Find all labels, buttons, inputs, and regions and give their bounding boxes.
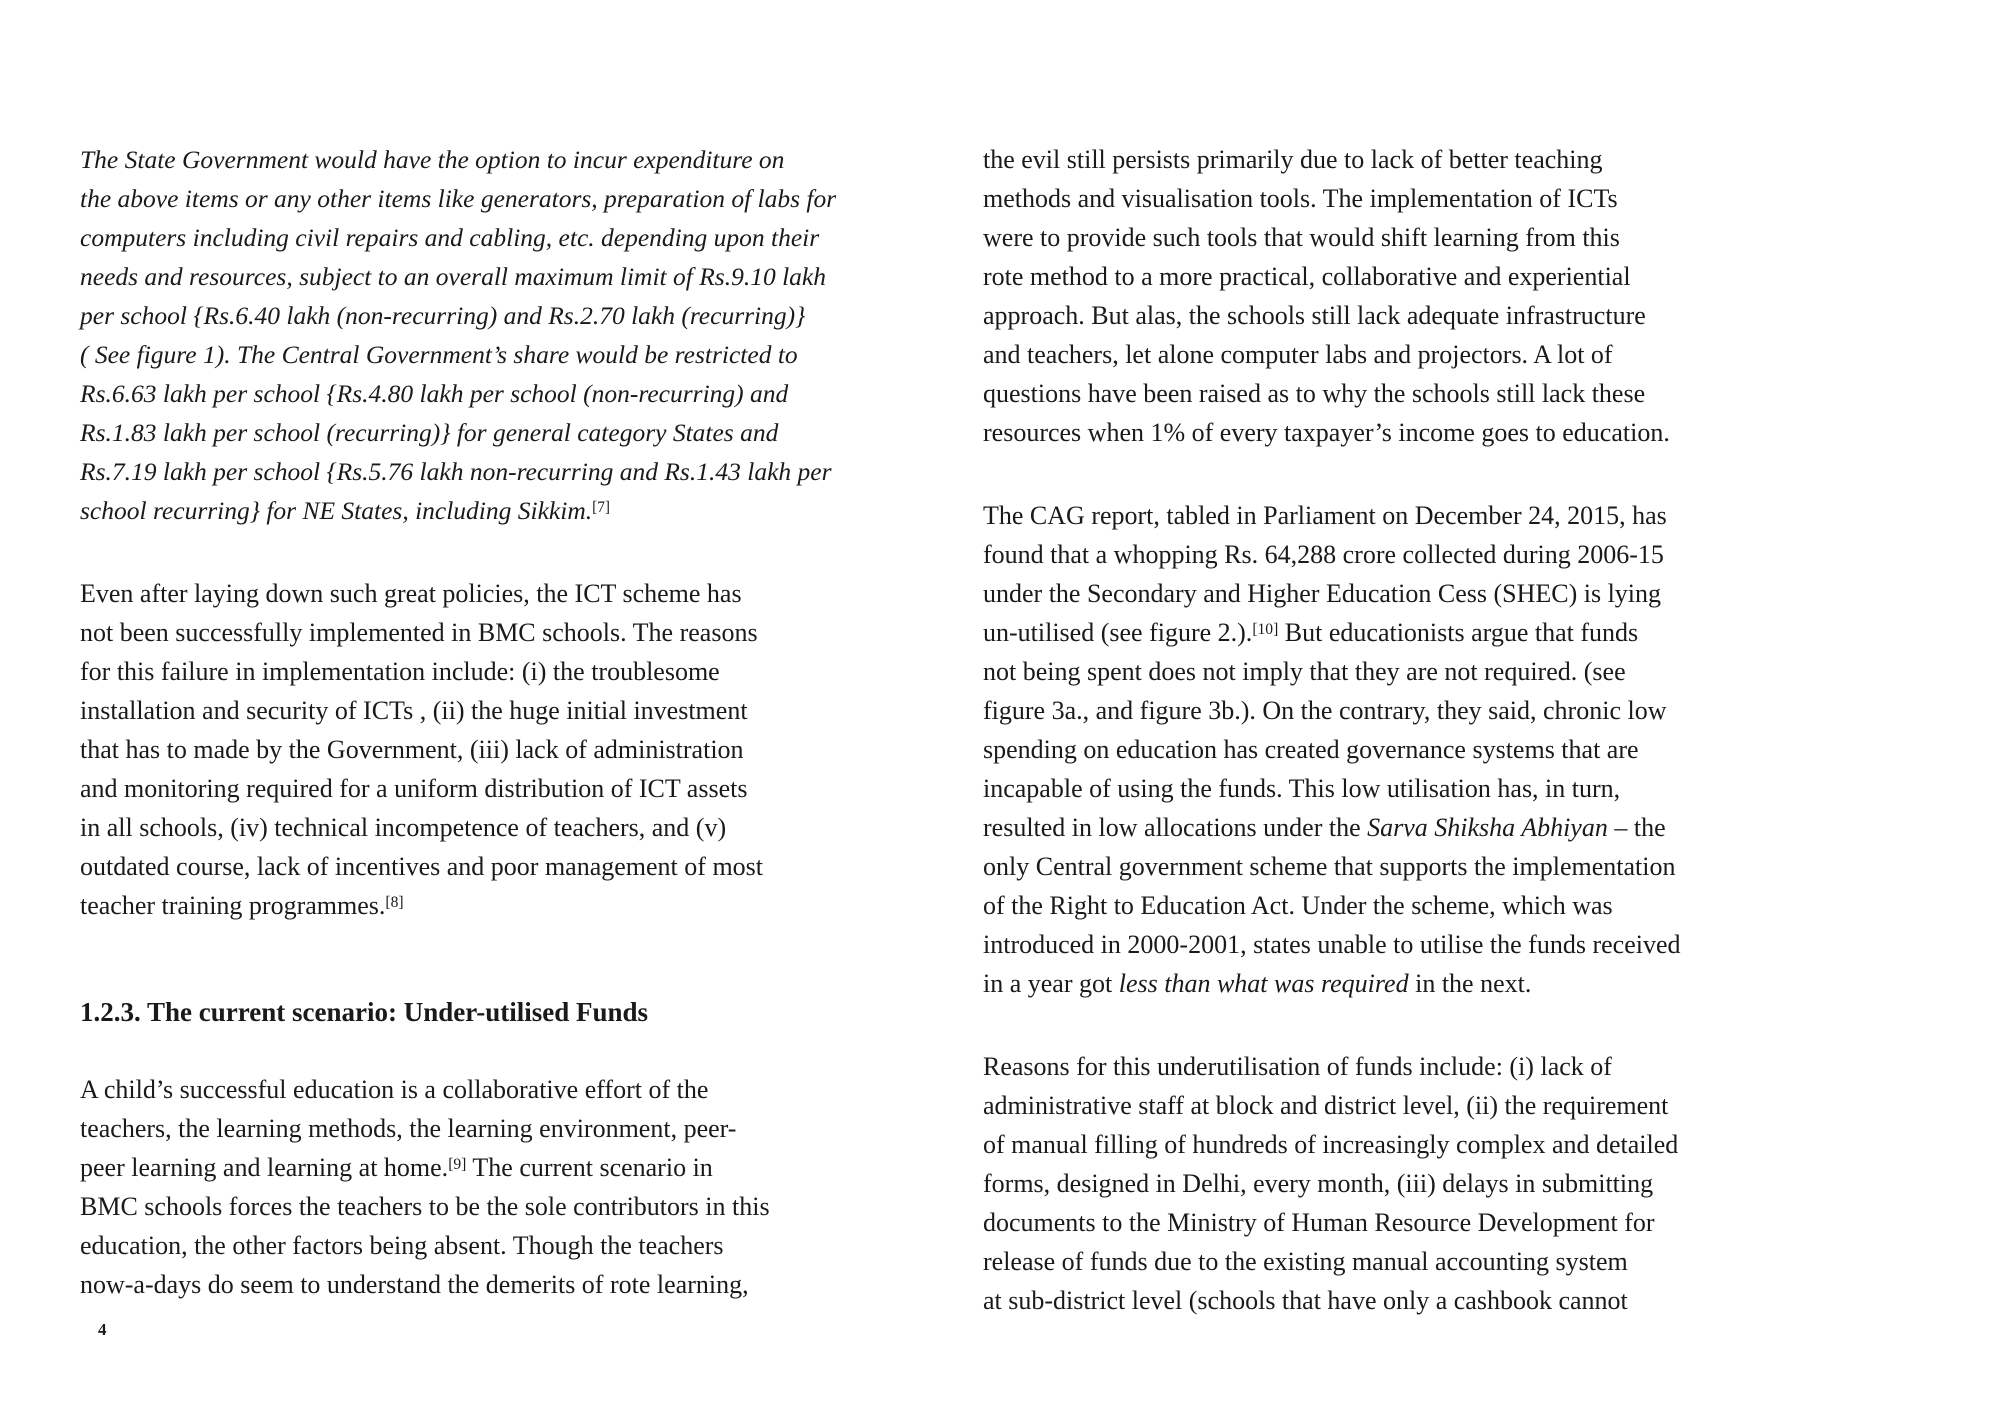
text-line [983, 652, 1863, 691]
text-segment: teacher training programmes. [80, 891, 386, 920]
text-segment: only Central government scheme that supports the implementation [983, 852, 1676, 881]
text-line [983, 535, 1863, 574]
text-segment: and monitoring required for a uniform distribution of ICT assets [80, 774, 748, 803]
text-segment: questions have been raised as to why the schools still lack these [983, 379, 1646, 408]
text-segment: Rs.7.19 lakh per school {Rs.5.76 lakh non-recurring and Rs.1.43 lakh per [80, 457, 832, 486]
text-line [983, 1242, 1863, 1281]
quote-block [80, 140, 960, 530]
text-segment: approach. But alas, the schools still lack adequate infrastructure [983, 301, 1646, 330]
text-segment: teachers, the learning methods, the learning environment, peer- [80, 1114, 737, 1143]
text-line [983, 886, 1863, 925]
text-segment: for this failure in implementation include: (i) the troublesome [80, 657, 720, 686]
text-segment: – the [1607, 813, 1666, 842]
text-line [80, 730, 960, 769]
text-segment: were to provide such tools that would shift learning from this [983, 223, 1620, 252]
text-line [80, 452, 960, 491]
left-column [80, 140, 960, 1304]
text-line [80, 1109, 960, 1148]
text-segment: now-a-days do seem to understand the demerits of rote learning, [80, 1270, 749, 1299]
text-segment: figure 3a., and figure 3b.). On the contrary, they said, chronic low [983, 696, 1667, 725]
text-line [983, 964, 1863, 1003]
text-segment: forms, designed in Delhi, every month, (iii) delays in submitting [983, 1169, 1654, 1198]
text-line [983, 613, 1863, 652]
text-segment: Rs.6.63 lakh per school {Rs.4.80 lakh per school (non-recurring) and [80, 379, 789, 408]
text-segment: release of funds due to the existing manual accounting system [983, 1247, 1628, 1276]
footnote-ref: [9] [448, 1155, 467, 1173]
footnote-ref: [8] [385, 893, 404, 911]
paragraph [983, 140, 1863, 452]
text-segment: education, the other factors being absent. Though the teachers [80, 1231, 724, 1260]
text-line [80, 296, 960, 335]
text-line [80, 257, 960, 296]
italic-text: less than what was required [1118, 969, 1409, 998]
text-line [983, 925, 1863, 964]
text-segment: in a year got [983, 969, 1119, 998]
text-line [80, 179, 960, 218]
text-segment: spending on education has created governance systems that are [983, 735, 1639, 764]
text-line [983, 218, 1863, 257]
text-line [80, 993, 960, 1032]
text-segment: peer learning and learning at home. [80, 1153, 449, 1182]
text-line [80, 1070, 960, 1109]
text-segment: un-utilised (see figure 2.). [983, 618, 1253, 647]
text-segment: Rs.1.83 lakh per school (recurring)} for general category States and [80, 418, 779, 447]
text-line [80, 218, 960, 257]
text-segment: ( See figure 1). The Central Government’s share would be restricted to [80, 340, 798, 369]
text-segment: in the next. [1408, 969, 1532, 998]
text-line [983, 374, 1863, 413]
text-line [80, 1265, 960, 1304]
text-segment: under the Secondary and Higher Education Cess (SHEC) is lying [983, 579, 1662, 608]
text-segment: 1.2.3. The current scenario: Under-utilised Funds [80, 997, 649, 1027]
text-segment: outdated course, lack of incentives and poor management of most [80, 852, 764, 881]
text-line [80, 374, 960, 413]
text-line [80, 652, 960, 691]
text-segment: and teachers, let alone computer labs and projectors. A lot of [983, 340, 1613, 369]
text-segment: methods and visualisation tools. The implementation of ICTs [983, 184, 1618, 213]
text-segment: installation and security of ICTs , (ii) the huge initial investment [80, 696, 748, 725]
text-line [80, 413, 960, 452]
text-line [983, 257, 1863, 296]
text-segment: The State Government would have the option to incur expenditure on [80, 145, 785, 174]
text-line [80, 691, 960, 730]
text-line [80, 847, 960, 886]
text-line [80, 491, 960, 530]
text-segment: resources when 1% of every taxpayer’s income goes to education. [983, 418, 1670, 447]
text-line [80, 140, 960, 179]
text-line [983, 691, 1863, 730]
paragraph [80, 1070, 960, 1304]
italic-text: Sarva Shiksha Abhiyan [1367, 813, 1608, 842]
text-line [983, 296, 1863, 335]
text-segment: Even after laying down such great policies, the ICT scheme has [80, 579, 742, 608]
text-segment: rote method to a more practical, collaborative and experiential [983, 262, 1631, 291]
text-line [983, 1164, 1863, 1203]
text-line [983, 179, 1863, 218]
text-segment: incapable of using the funds. This low utilisation has, in turn, [983, 774, 1621, 803]
text-segment: at sub-district level (schools that have only a cashbook cannot [983, 1286, 1628, 1315]
text-line [983, 1125, 1863, 1164]
text-segment: needs and resources, subject to an overall maximum limit of Rs.9.10 lakh [80, 262, 826, 291]
text-line [983, 496, 1863, 535]
text-segment: Reasons for this underutilisation of funds include: (i) lack of [983, 1052, 1612, 1081]
text-line [983, 808, 1863, 847]
text-line [983, 140, 1863, 179]
text-line [983, 730, 1863, 769]
text-line [80, 1187, 960, 1226]
text-line [983, 1047, 1863, 1086]
text-line [80, 808, 960, 847]
text-line [983, 574, 1863, 613]
right-column [983, 140, 1863, 1320]
footnote-ref: [10] [1252, 620, 1279, 638]
text-line [80, 769, 960, 808]
text-segment: The CAG report, tabled in Parliament on December 24, 2015, has [983, 501, 1667, 530]
text-segment: the above items or any other items like generators, preparation of labs for [80, 184, 837, 213]
text-line [80, 1226, 960, 1265]
text-segment: computers including civil repairs and cabling, etc. depending upon their [80, 223, 820, 252]
text-line [983, 769, 1863, 808]
footnote-ref: [7] [592, 499, 610, 517]
page-number: 4 [98, 1320, 107, 1339]
paragraph [983, 1047, 1863, 1320]
text-segment: A child’s successful education is a collaborative effort of the [80, 1075, 709, 1104]
text-segment: that has to made by the Government, (iii) lack of administration [80, 735, 744, 764]
text-segment: documents to the Ministry of Human Resource Development for [983, 1208, 1655, 1237]
text-segment: per school {Rs.6.40 lakh (non-recurring) and Rs.2.70 lakh (recurring)} [80, 301, 806, 330]
text-line [80, 613, 960, 652]
text-line [983, 1281, 1863, 1320]
text-segment: not been successfully implemented in BMC schools. The reasons [80, 618, 758, 647]
text-segment: in all schools, (iv) technical incompetence of teachers, and (v) [80, 813, 727, 842]
text-segment: found that a whopping Rs. 64,288 crore collected during 2006-15 [983, 540, 1664, 569]
text-segment: resulted in low allocations under the [983, 813, 1368, 842]
paragraph [80, 574, 960, 925]
text-line [80, 1148, 960, 1187]
text-segment: school recurring} for NE States, including Sikkim. [80, 496, 593, 525]
text-segment: not being spent does not imply that they are not required. (see [983, 657, 1626, 686]
text-line [983, 1203, 1863, 1242]
text-segment: of manual filling of hundreds of increasingly complex and detailed [983, 1130, 1679, 1159]
text-line [983, 335, 1863, 374]
text-segment: the evil still persists primarily due to lack of better teaching [983, 145, 1603, 174]
text-line [983, 847, 1863, 886]
text-line [983, 413, 1863, 452]
text-segment: BMC schools forces the teachers to be the sole contributors in this [80, 1192, 770, 1221]
paragraph [983, 496, 1863, 1003]
text-line [80, 886, 960, 925]
text-line [983, 1086, 1863, 1125]
text-line [80, 574, 960, 613]
text-segment: administrative staff at block and district level, (ii) the requirement [983, 1091, 1669, 1120]
text-segment: of the Right to Education Act. Under the scheme, which was [983, 891, 1613, 920]
text-segment: introduced in 2000-2001, states unable to utilise the funds received [983, 930, 1681, 959]
text-segment: The current scenario in [466, 1153, 713, 1182]
section-heading [80, 993, 960, 1032]
text-line [80, 335, 960, 374]
text-segment: But educationists argue that funds [1278, 618, 1639, 647]
